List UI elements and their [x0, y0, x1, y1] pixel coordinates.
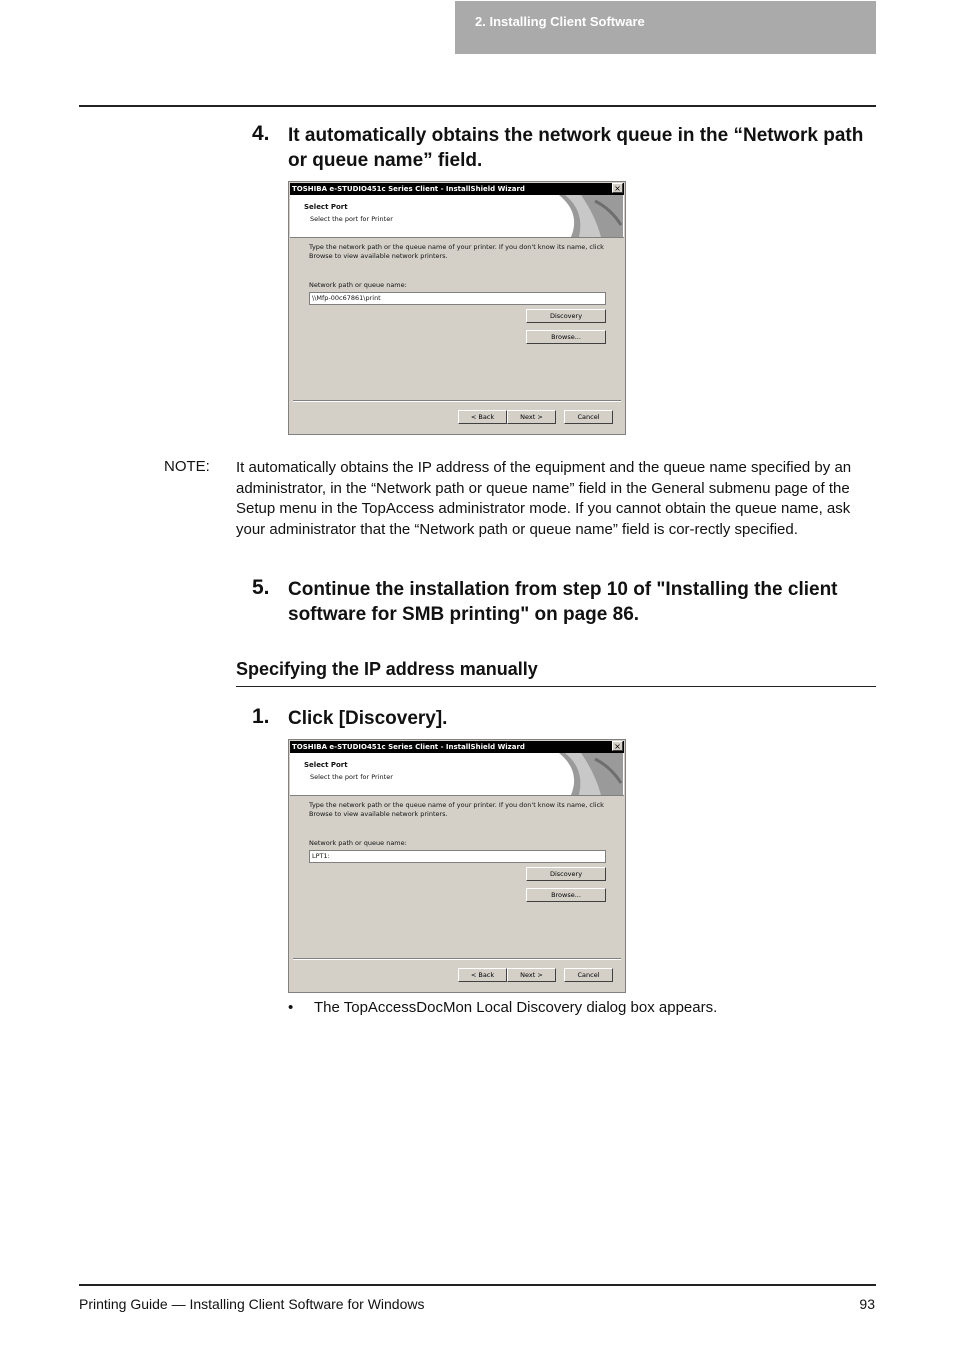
network-path-input[interactable]: LPT1:	[309, 850, 606, 863]
dialog-instructions: Type the network path or the queue name of your printer. If you don't know its name, click Browse to view available network printers.	[309, 243, 604, 260]
dialog-instructions: Type the network path or the queue name of your printer. If you don't know its name, click Browse to view available network printers.	[309, 801, 604, 818]
discovery-button[interactable]: Discovery	[526, 867, 606, 881]
section-title: 2. Installing Client Software	[475, 14, 645, 29]
banner-title: Select Port	[304, 761, 348, 769]
note-text: It automatically obtains the IP address of the equipment and the queue name specified by an administrator, in the “Network path or queue name” field in the General submenu page of the Setup menu in the TopAccess administrator mode. If you cannot obtain the queue name, ask your administrator that the “Network path or queue name” field is cor-rectly specified.	[236, 459, 852, 538]
back-button[interactable]: < Back	[458, 410, 507, 424]
subheading-rule	[236, 686, 876, 687]
next-button[interactable]: Next >	[507, 968, 556, 982]
close-icon[interactable]: ×	[612, 183, 623, 193]
step-number: 4.	[252, 122, 270, 145]
next-button[interactable]: Next >	[507, 410, 556, 424]
dialog-separator	[293, 400, 621, 402]
bullet-text: The TopAccessDocMon Local Discovery dialog box appears.	[314, 999, 718, 1016]
wizard-banner-art-icon	[551, 195, 623, 237]
dialog-title: TOSHIBA e-STUDIO451c Series Client - InstallShield Wizard	[290, 183, 624, 195]
field-label: Network path or queue name:	[309, 281, 407, 289]
step-number: 5.	[252, 576, 270, 599]
browse-button[interactable]: Browse...	[526, 330, 606, 344]
step-number: 1.	[252, 705, 270, 728]
banner-title: Select Port	[304, 203, 348, 211]
top-rule	[79, 105, 876, 107]
dialog-banner	[290, 195, 624, 238]
dialog-title: TOSHIBA e-STUDIO451c Series Client - InstallShield Wizard	[290, 741, 624, 753]
section-header-tab	[455, 1, 876, 54]
footer-rule	[79, 1284, 876, 1286]
network-path-input[interactable]: \\Mfp-00c67861\print	[309, 292, 606, 305]
page-number: 93	[859, 1296, 875, 1312]
back-button[interactable]: < Back	[458, 968, 507, 982]
note-label: NOTE:	[164, 458, 210, 475]
field-label: Network path or queue name:	[309, 839, 407, 847]
close-icon[interactable]: ×	[612, 741, 623, 751]
cancel-button[interactable]: Cancel	[564, 410, 613, 424]
step-text: It automatically obtains the network queue in the “Network path or queue name” field.	[288, 125, 864, 171]
footer-title: Printing Guide — Installing Client Software for Windows	[79, 1296, 425, 1312]
cancel-button[interactable]: Cancel	[564, 968, 613, 982]
installshield-dialog-1	[288, 181, 626, 435]
wizard-banner-art-icon	[551, 753, 623, 795]
banner-subtitle: Select the port for Printer	[310, 773, 393, 781]
dialog-separator	[293, 958, 621, 960]
browse-button[interactable]: Browse...	[526, 888, 606, 902]
installshield-dialog-2	[288, 739, 626, 993]
bullet-mark: •	[288, 999, 294, 1016]
dialog-banner	[290, 753, 624, 796]
step-text: Click [Discovery].	[288, 708, 448, 729]
discovery-button[interactable]: Discovery	[526, 309, 606, 323]
subheading: Specifying the IP address manually	[236, 659, 538, 679]
step-text: Continue the installation from step 10 of "Installing the client software for SMB printing" on page 86.	[288, 579, 838, 625]
banner-subtitle: Select the port for Printer	[310, 215, 393, 223]
